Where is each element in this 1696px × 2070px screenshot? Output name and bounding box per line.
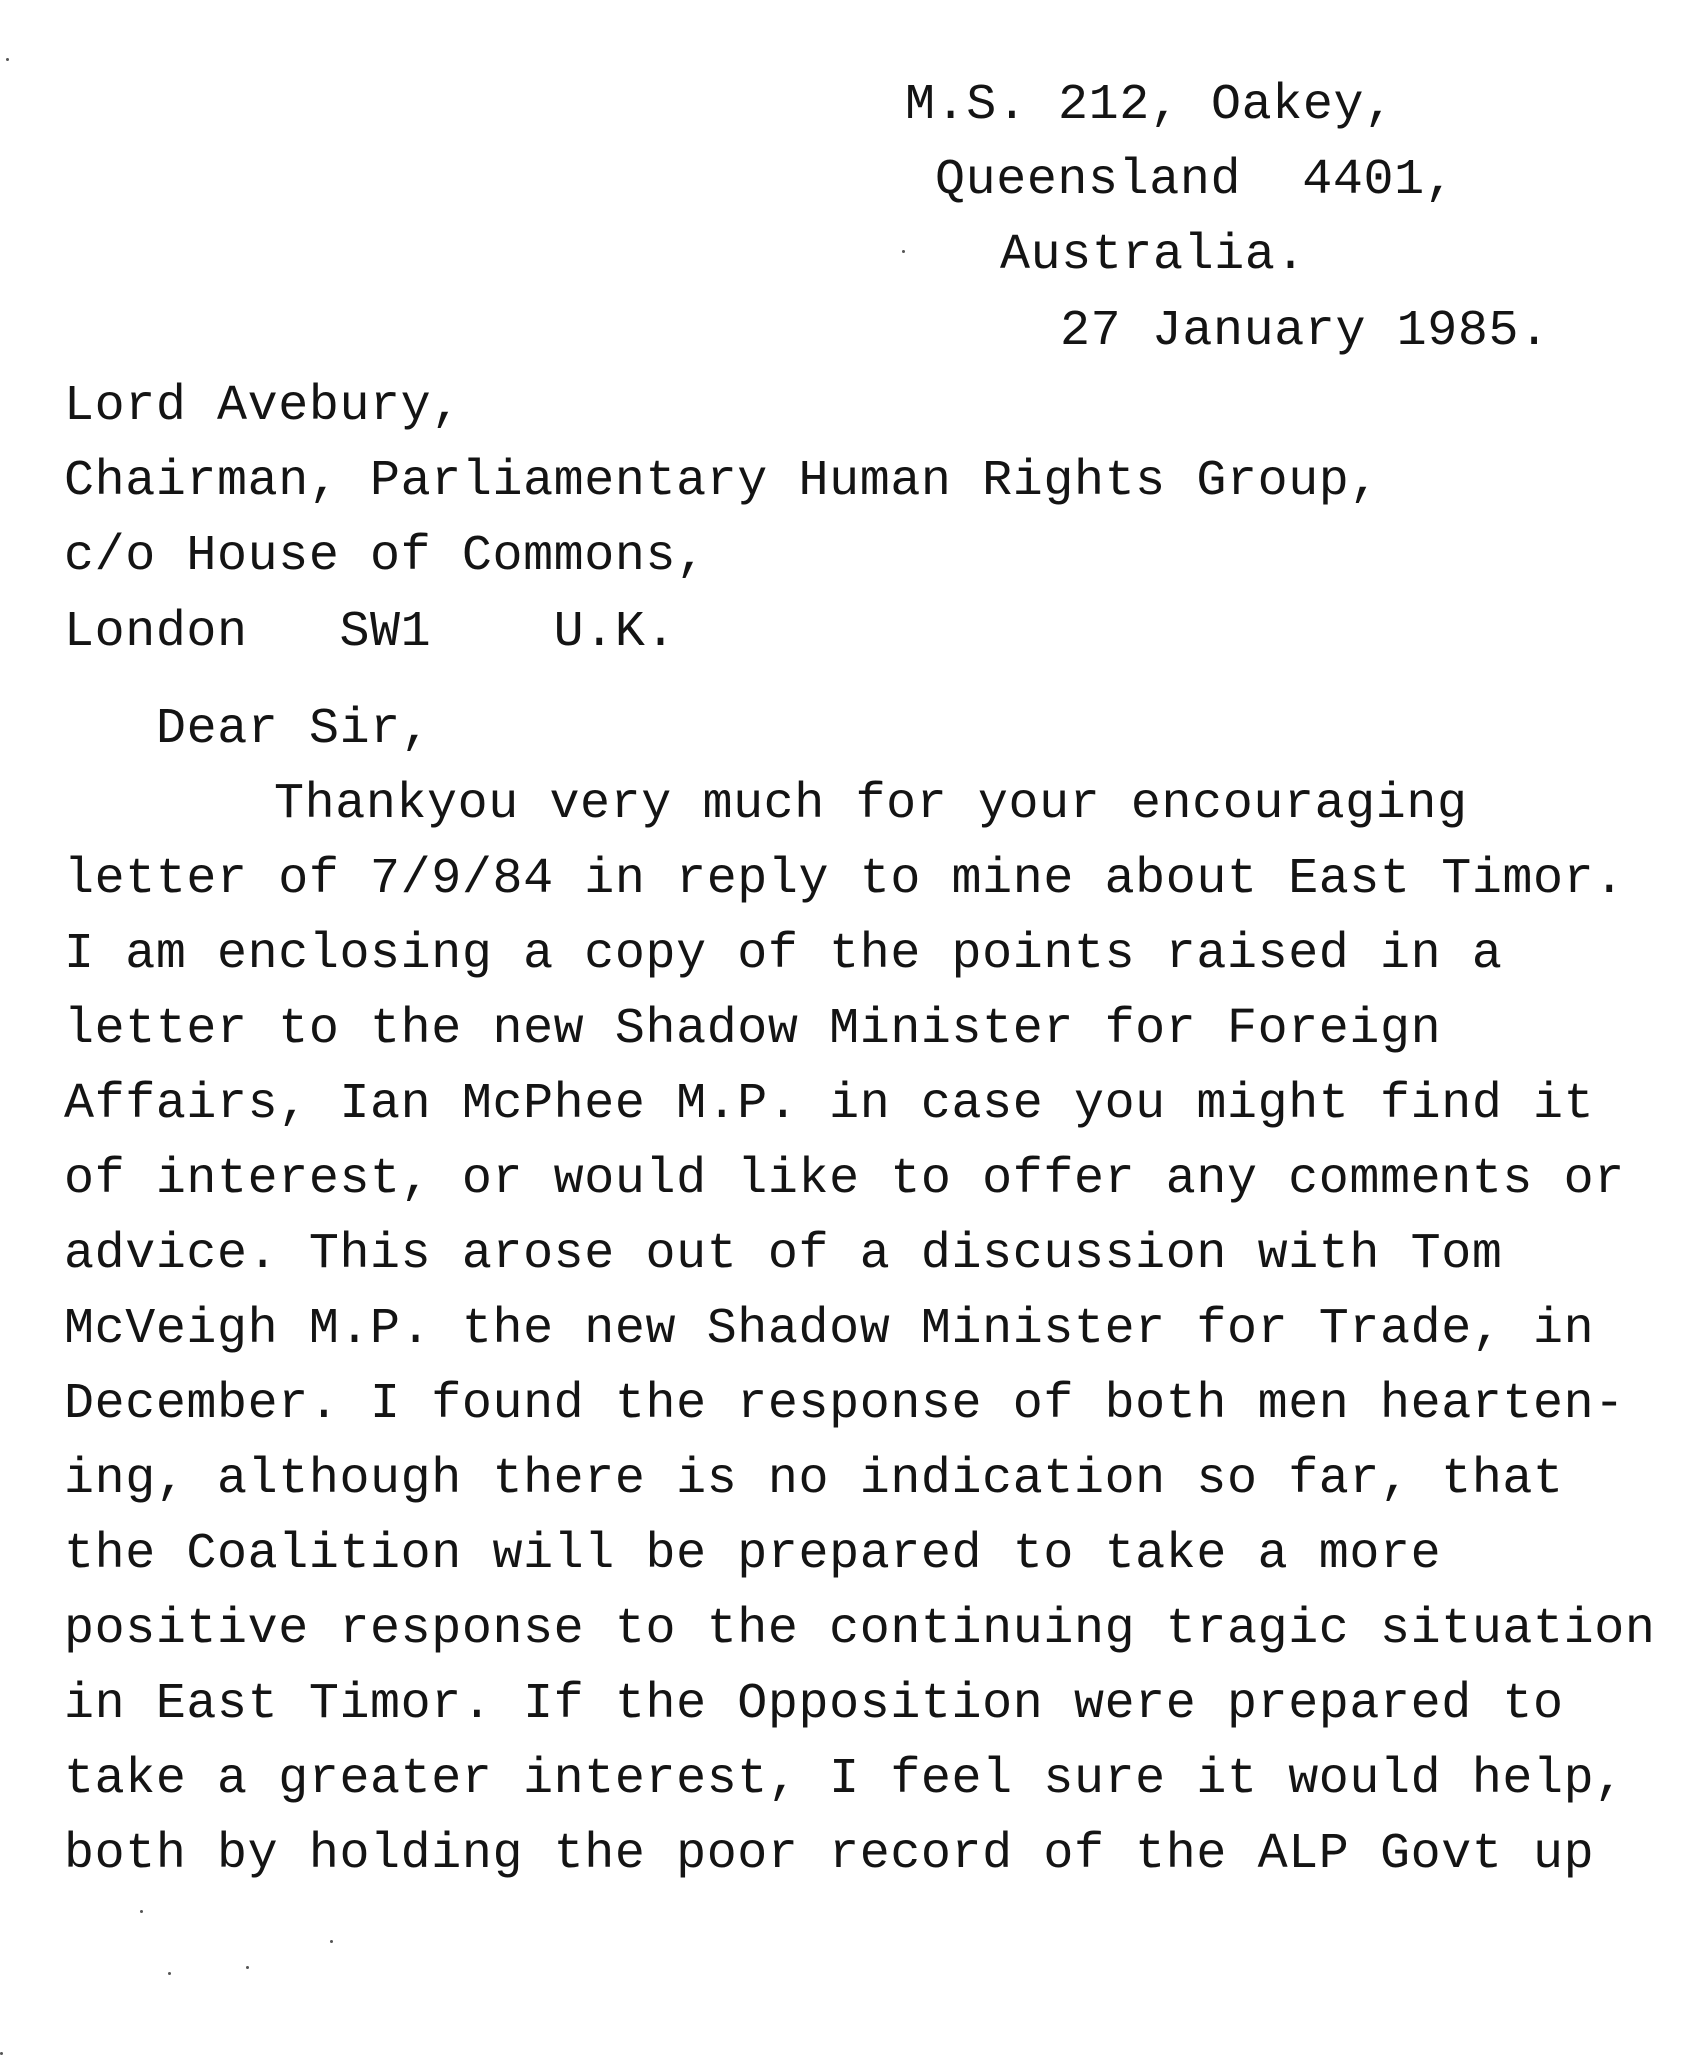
body-line: letter of 7/9/84 in reply to mine about East Timor. xyxy=(64,851,1625,908)
body-line: December. I found the response of both men hearten- xyxy=(64,1376,1625,1433)
sender-address-line: M.S. 212, Oakey, xyxy=(905,77,1395,134)
scan-speck xyxy=(140,1910,143,1913)
body-line: Thankyou very much for your encouraging xyxy=(274,776,1468,833)
scan-speck xyxy=(902,250,905,253)
body-line: ing, although there is no indication so far, that xyxy=(64,1451,1564,1508)
scan-speck xyxy=(168,1972,171,1975)
sender-address-line: Australia. xyxy=(1000,227,1307,284)
body-line: I am enclosing a copy of the points raised in a xyxy=(64,926,1503,983)
body-line: positive response to the continuing tragic situation xyxy=(64,1601,1656,1658)
scan-speck xyxy=(0,2052,3,2055)
recipient-address-line: London SW1 U.K. xyxy=(64,604,677,661)
scan-speck xyxy=(6,58,9,61)
body-line: both by holding the poor record of the ALP Govt up xyxy=(64,1826,1595,1883)
recipient-address-line: c/o House of Commons, xyxy=(64,528,707,585)
body-line: letter to the new Shadow Minister for Foreign xyxy=(64,1001,1442,1058)
body-line: advice. This arose out of a discussion with Tom xyxy=(64,1226,1503,1283)
body-line: take a greater interest, I feel sure it would help, xyxy=(64,1751,1625,1808)
body-line: in East Timor. If the Opposition were prepared to xyxy=(64,1676,1564,1733)
body-line: the Coalition will be prepared to take a more xyxy=(64,1526,1442,1583)
salutation: Dear Sir, xyxy=(156,701,432,758)
sender-address-line: Queensland 4401, xyxy=(935,152,1456,209)
recipient-name: Lord Avebury, xyxy=(64,378,462,435)
body-line: Affairs, Ian McPhee M.P. in case you might find it xyxy=(64,1076,1595,1133)
body-line: McVeigh M.P. the new Shadow Minister for Trade, in xyxy=(64,1301,1595,1358)
scan-speck xyxy=(246,1966,249,1969)
recipient-title: Chairman, Parliamentary Human Rights Group, xyxy=(64,453,1381,510)
scan-speck xyxy=(330,1940,333,1943)
letter-date: 27 January 1985. xyxy=(1060,303,1550,360)
body-line: of interest, or would like to offer any comments or xyxy=(64,1151,1625,1208)
